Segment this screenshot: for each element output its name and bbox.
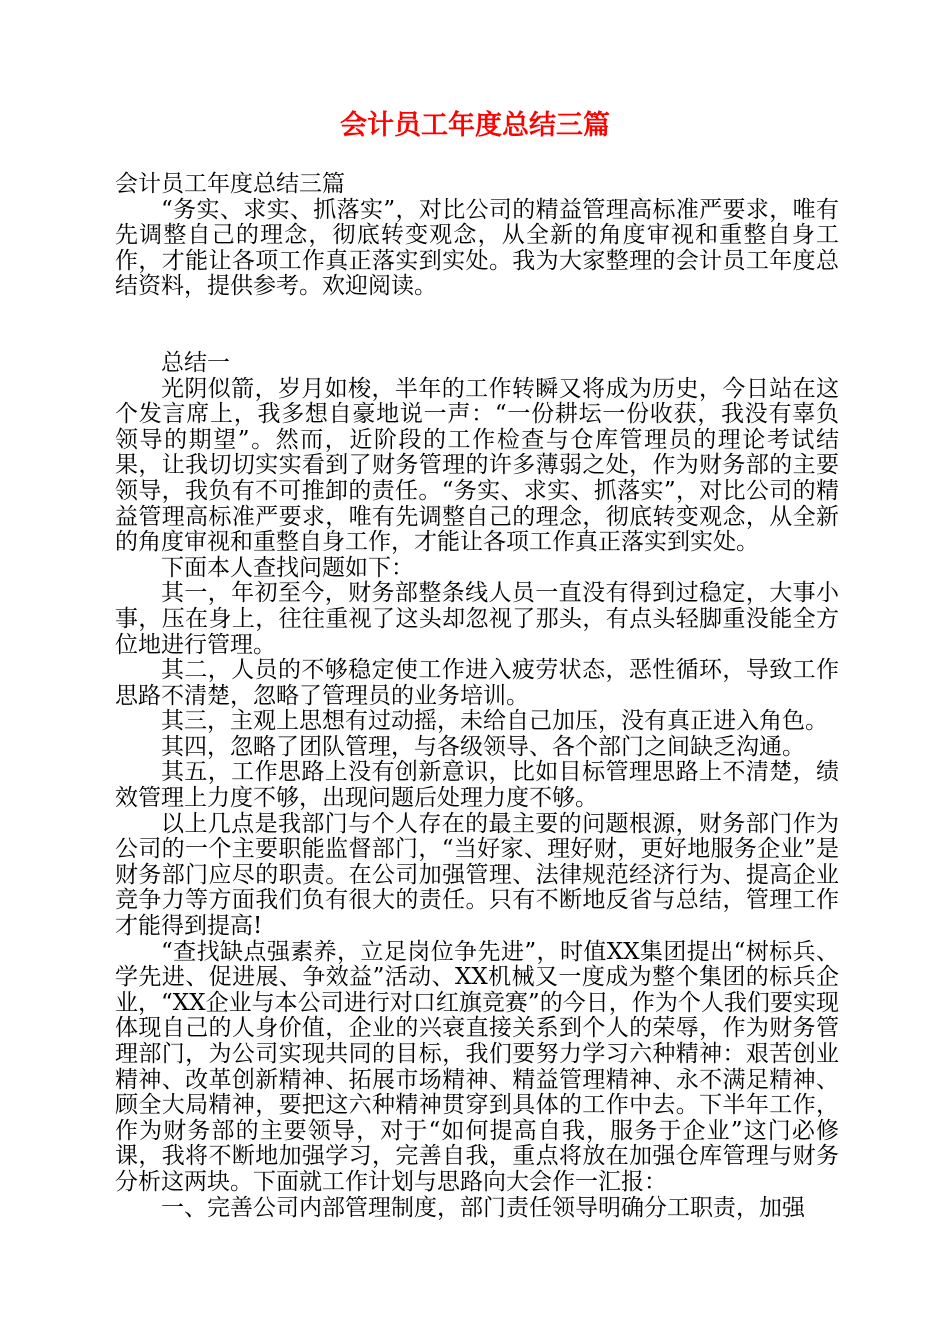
paragraph: 其五，工作思路上没有创新意识，比如目标管理思路上不清楚，绩效管理上力度不够，出现问题后处理力度不够。 [115,759,839,812]
heading-repeat: 会计员工年度总结三篇 [115,171,345,197]
paragraph: 一、完善公司内部管理制度，部门责任领导明确分工职责，加强 [161,1194,805,1221]
section-spacer [115,300,839,351]
paragraph: 光阴似箭，岁月如梭，半年的工作转瞬又将成为历史，今日站在这个发言席上，我多想自豪地说一声：“一份耕坛一份收获，我没有辜负领导的期望”。然而，近阶段的工作检查与仓库管理员的理论考试结果，让我切切实实看到了财务管理的许多薄弱之处，作为财务部的主要领导，我负有不可推卸的责任。“务实、求实、抓落实”，对比公司的精益管理高标准严要求，唯有先调整自己的理念，彻底转变观念，从全新的角度审视和重整自身工作，才能让各项工作真正落实到实处。 [115,375,839,556]
paragraph: 以上几点是我部门与个人存在的最主要的问题根源，财务部门作为公司的一个主要职能监督部门，“当好家、理好财，更好地服务企业”是财务部门应尽的职责。在公司加强管理、法律规范经济行为、提高企业竞争力等方面我们负有很大的责任。只有不断地反省与总结，管理工作才能得到提高! [115,810,839,940]
paragraph: 下面本人查找问题如下： [161,554,414,581]
section-heading: 总结一 [161,349,230,376]
paragraph: “查找缺点强素养，立足岗位争先进”，时值XX集团提出“树标兵、学先进、促进展、争效益”活动、XX机械又一度成为整个集团的标兵企业，“XX企业与本公司进行对口红旗竞赛”的今日，作为个人我们要实现体现自己的人身价值，企业的兴衰直接关系到个人的荣辱，作为财务管理部门，为公司实现共同的目标，我们要努力学习六种精神：艰苦创业精神、改革创新精神、拓展市场精神、精益管理精神、永不满足精神、顾全大局精神，要把这六种精神贯穿到具体的工作中去。下半年工作，作为财务部的主要领导，对于“如何提高自我，服务于企业”这门必修课，我将不断地加强学习，完善自我，重点将放在加强仓库管理与财务分析这两块。下面就工作计划与思路向大会作一汇报： [115,938,839,1195]
paragraph: 其一，年初至今，财务部整条线人员一直没有得到过稳定，大事小事，压在身上，往往重视了这头却忽视了那头，有点头轻脚重没能全方位地进行管理。 [115,580,839,658]
document-title: 会计员工年度总结三篇 [340,110,610,141]
paragraph: 其四，忽略了团队管理，与各级领导、各个部门之间缺乏沟通。 [161,733,805,760]
paragraph: 其二，人员的不够稳定使工作进入疲劳状态，恶性循环，导致工作思路不清楚，忽略了管理员的业务培训。 [115,657,839,709]
document-body [115,172,839,1221]
paragraph: 其三，主观上思想有过动摇，未给自己加压，没有真正进入角色。 [161,708,828,735]
intro-paragraph: “务实、求实、抓落实”，对比公司的精益管理高标准严要求，唯有先调整自己的理念，彻底转变观念，从全新的角度审视和重整自身工作，才能让各项工作真正落实到实处。我为大家整理的会计员工年度总结资料，提供参考。欢迎阅读。 [115,196,839,300]
